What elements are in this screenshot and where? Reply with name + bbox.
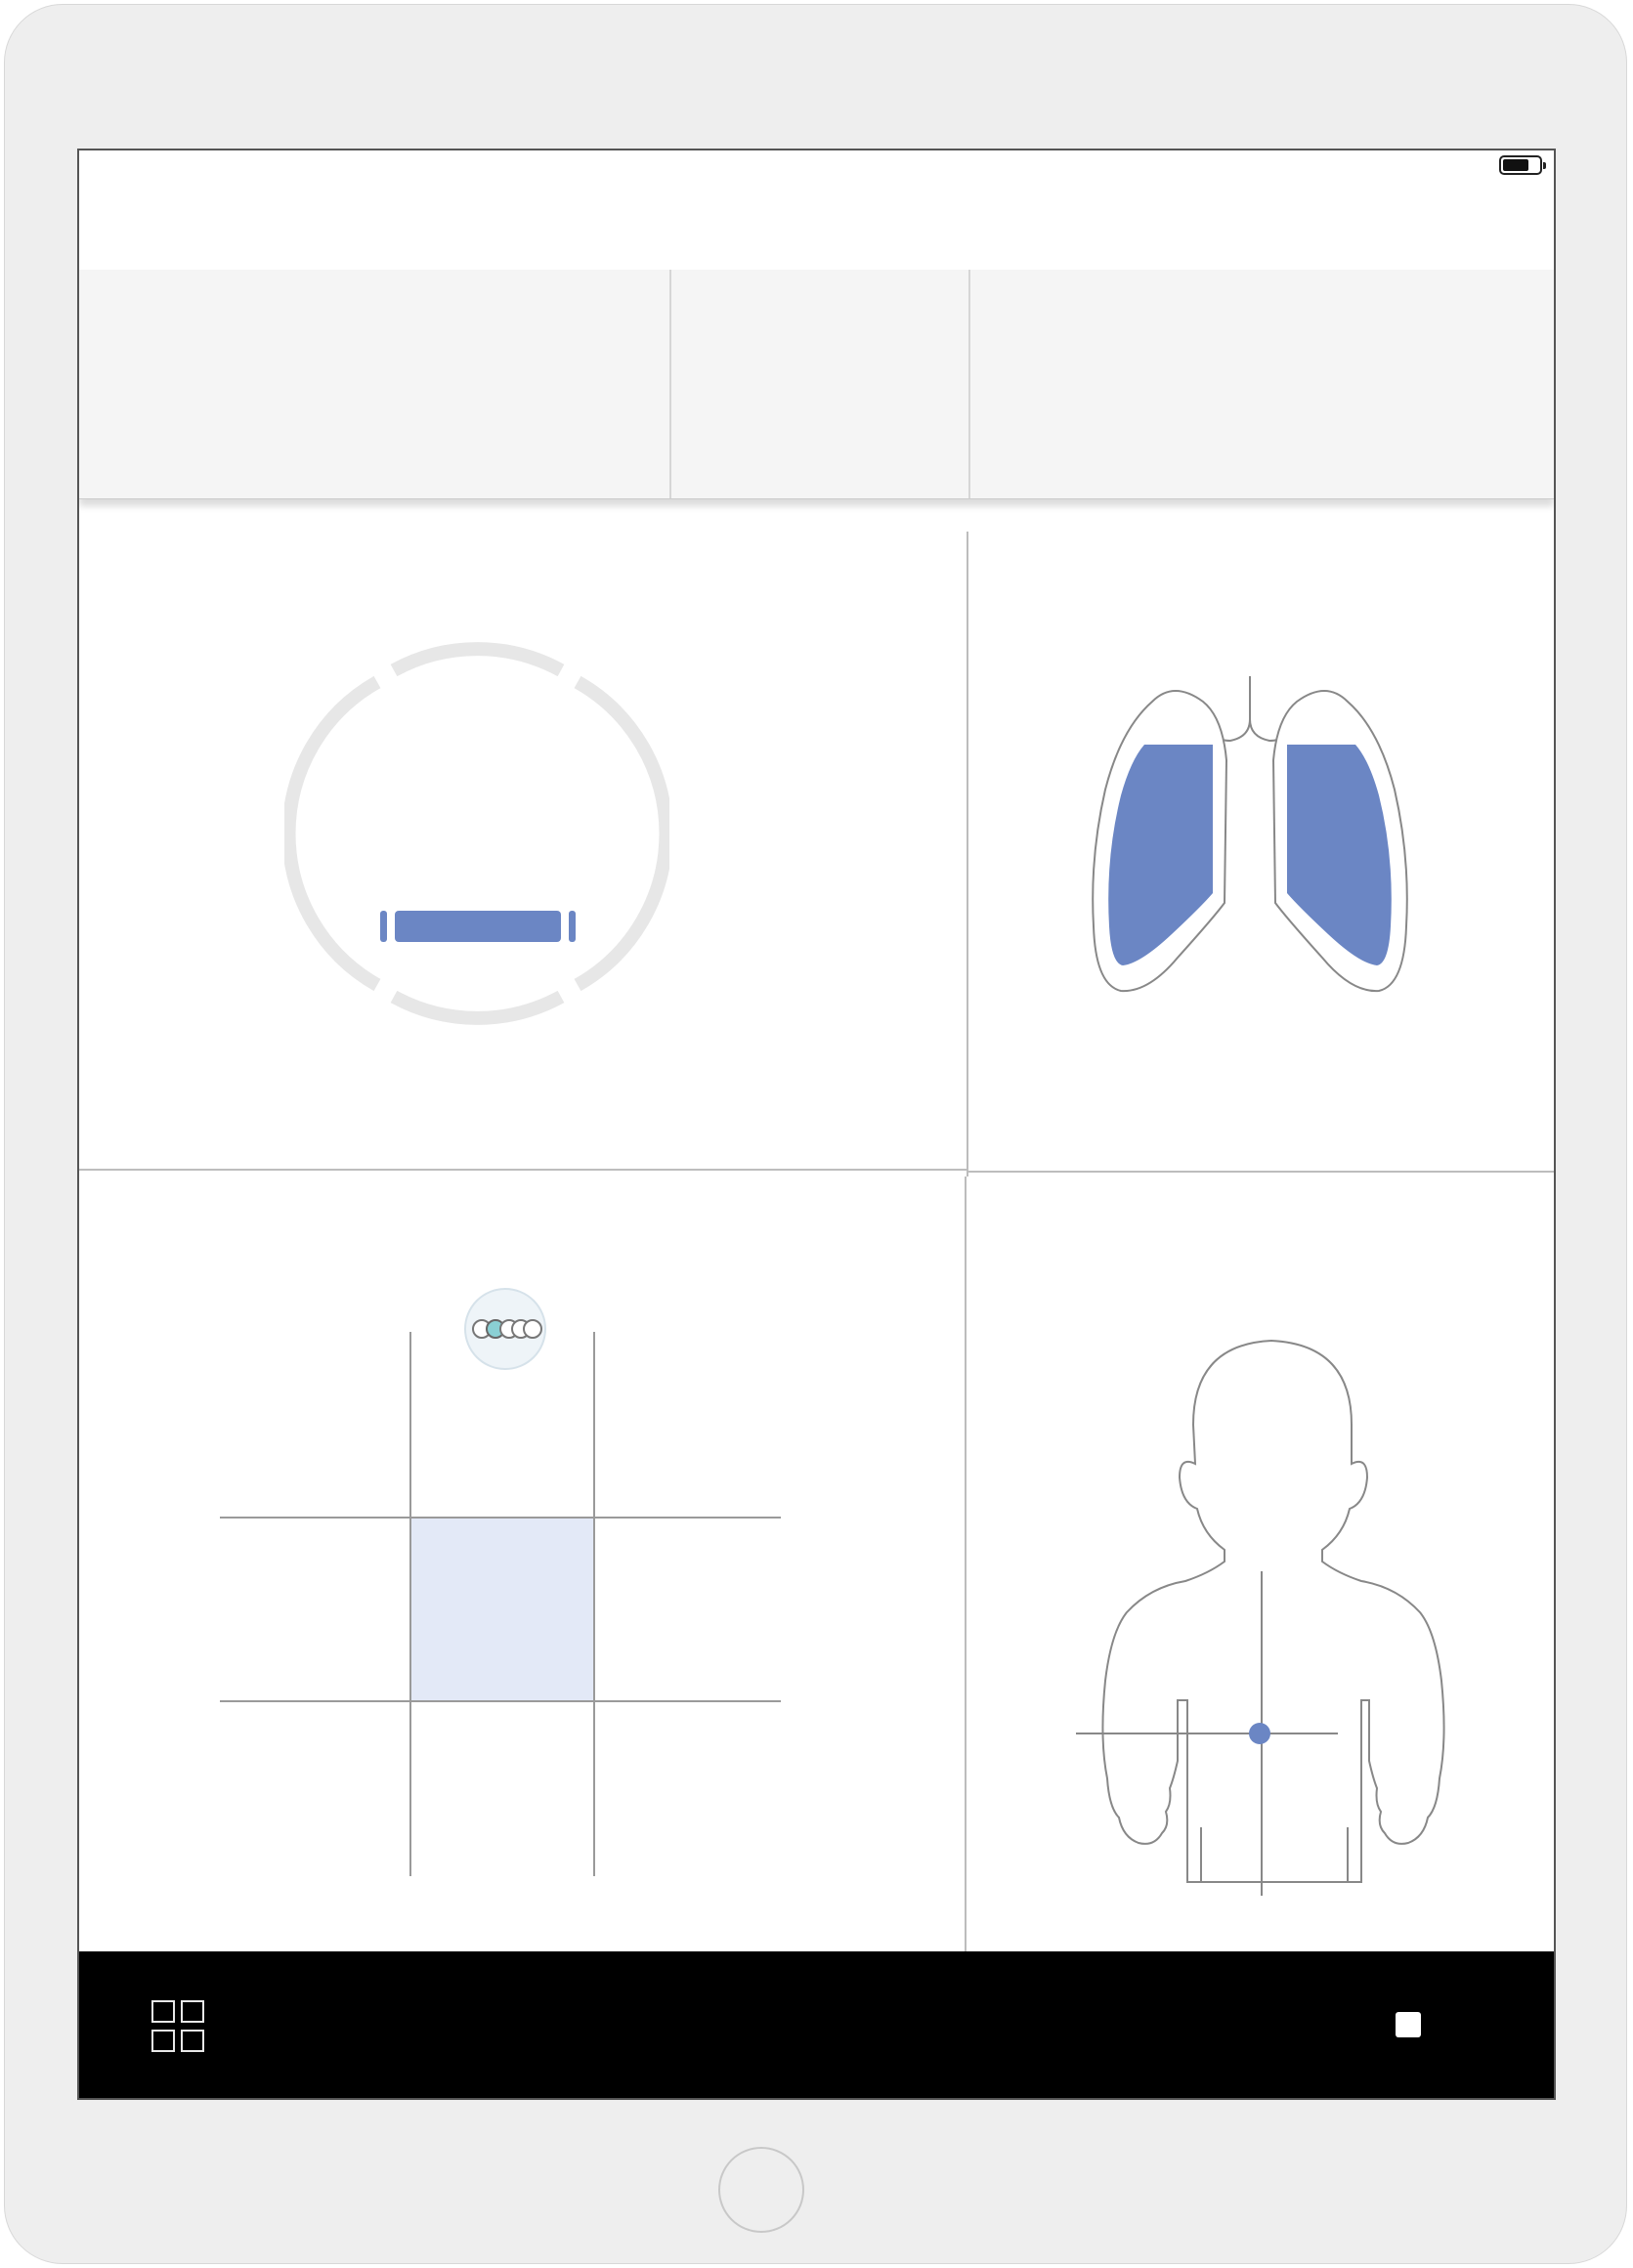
depth-indicator-bar [395, 911, 561, 942]
gauge-ring [289, 649, 666, 1018]
lungs-icon [1066, 672, 1457, 995]
footer-bar [79, 1951, 1554, 2098]
depth-rate-scatter [79, 1171, 965, 1978]
status-bar [79, 150, 1554, 190]
stop-icon [1396, 2012, 1421, 2037]
target-zone [410, 1518, 594, 1701]
event-period-stat [970, 270, 1556, 498]
finger-position-panel [967, 1173, 1556, 1978]
finger-position-dot [1249, 1723, 1270, 1744]
cycle-stat [671, 270, 968, 498]
ventilation-panel [968, 498, 1556, 1171]
depth-marker-right [569, 911, 576, 942]
compression-gauge [284, 641, 669, 1026]
home-button[interactable] [718, 2147, 804, 2233]
battery-icon [1499, 155, 1542, 175]
depth-marker-left [380, 911, 387, 942]
grid-icon[interactable] [151, 2000, 208, 2055]
depth-rate-overall-panel [79, 1171, 965, 1978]
stats-header [79, 270, 1554, 499]
infant-outline [1102, 1341, 1443, 1882]
compressions-stat [79, 270, 669, 498]
current-position-bubble [465, 1289, 545, 1369]
depth-rate-time-panel [79, 498, 967, 1169]
infant-torso-diagram [967, 1173, 1556, 1978]
stop-training-button[interactable] [1396, 1992, 1450, 2057]
app-screen [77, 149, 1556, 2100]
